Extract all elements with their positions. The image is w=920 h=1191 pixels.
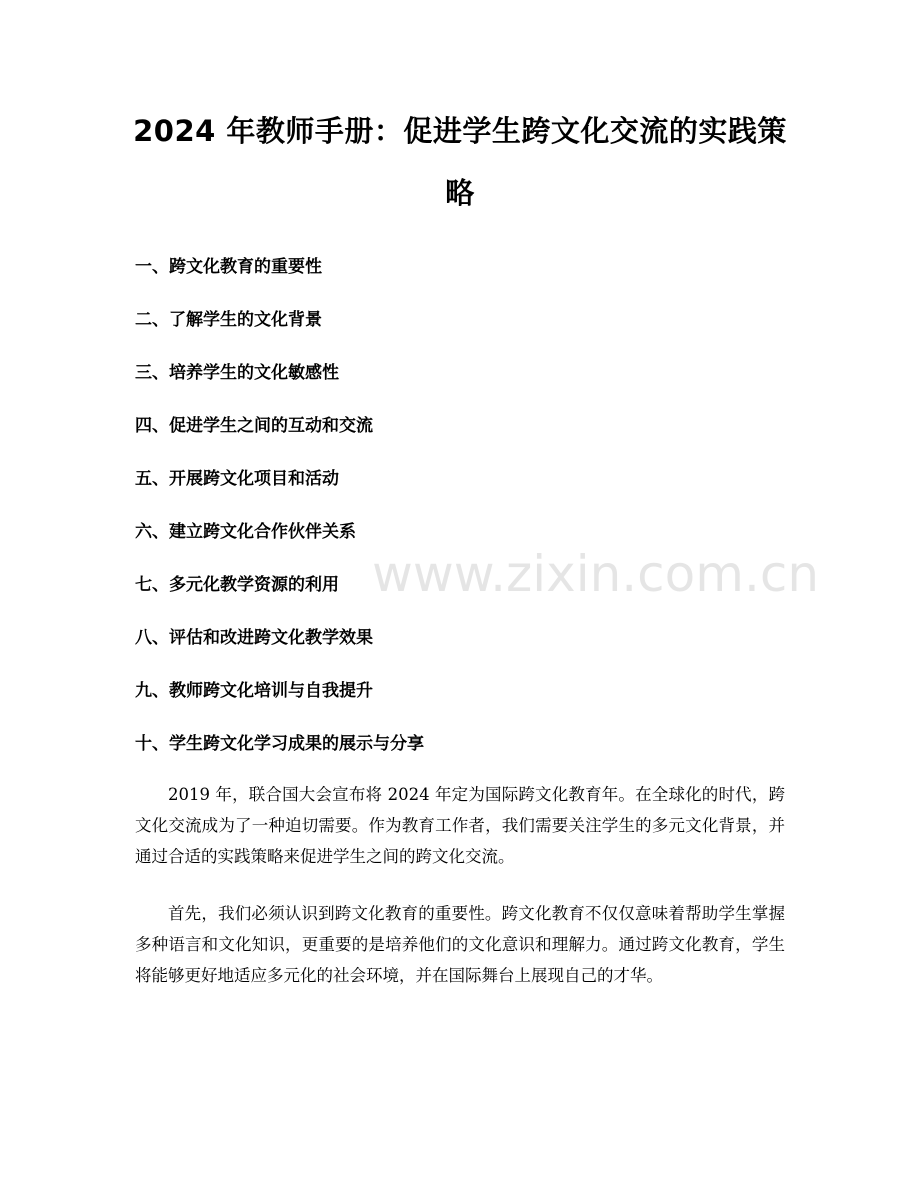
document-title: 2024 年教师手册：促进学生跨文化交流的实践策略 (133, 114, 787, 210)
toc-item: 六、建立跨文化合作伙伴关系 (135, 522, 356, 542)
toc-item: 八、评估和改进跨文化教学效果 (135, 628, 373, 648)
body-paragraph: 首先，我们必须认识到跨文化教育的重要性。跨文化教育不仅仅意味着帮助学生掌握多种语言和文化知识，更重要的是培养他们的文化意识和理解力。通过跨文化教育，学生将能够更好地适应多元化的社会环境，并在国际舞台上展现自己的才华。 (135, 904, 785, 985)
body-paragraph: 2019 年，联合国大会宣布将 2024 年定为国际跨文化教育年。在全球化的时代，跨文化交流成为了一种迫切需要。作为教育工作者，我们需要关注学生的多元文化背景，并通过合适的实践策略来促进学生之间的跨文化交流。 (135, 785, 785, 866)
toc-item: 二、了解学生的文化背景 (135, 310, 322, 330)
watermark: www.zixin.com.cn (372, 545, 820, 603)
toc-item: 四、促进学生之间的互动和交流 (135, 416, 373, 436)
toc-item: 三、培养学生的文化敏感性 (135, 363, 339, 383)
toc-item: 一、跨文化教育的重要性 (135, 257, 322, 277)
toc-item: 九、教师跨文化培训与自我提升 (135, 681, 373, 701)
toc-item: 七、多元化教学资源的利用 (135, 575, 339, 595)
toc-item: 十、学生跨文化学习成果的展示与分享 (135, 734, 424, 754)
table-of-contents (135, 250, 424, 780)
toc-item: 五、开展跨文化项目和活动 (135, 469, 339, 489)
